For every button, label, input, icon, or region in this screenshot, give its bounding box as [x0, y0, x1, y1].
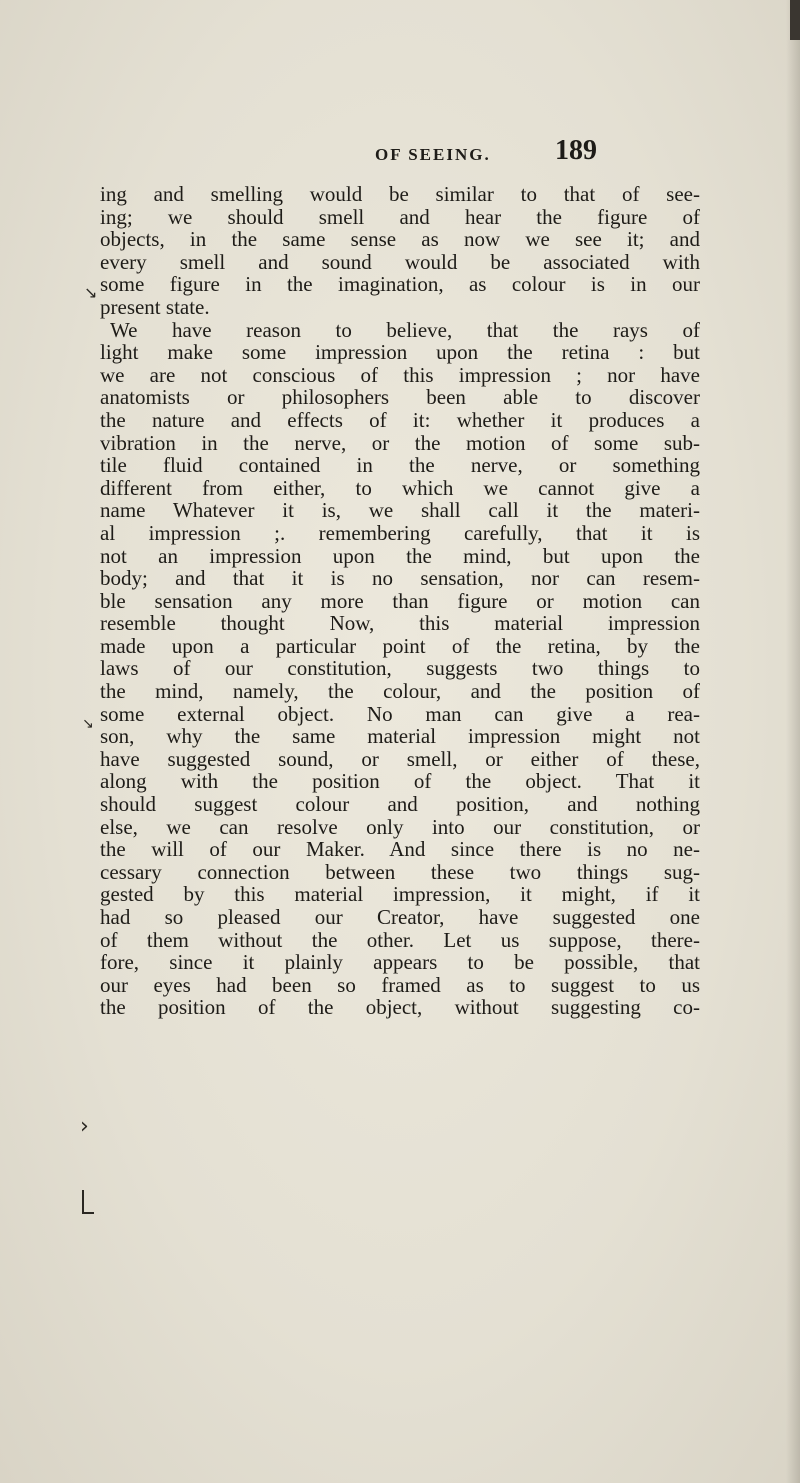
text-line: anatomists or philosophers been able to discover — [100, 385, 700, 410]
text-line: light make some impression upon the retina : but — [100, 340, 700, 365]
text-line: resemble thought Now, this material impression — [100, 611, 700, 636]
text-line: the mind, namely, the colour, and the position of — [100, 679, 700, 704]
text-line: ble sensation any more than figure or motion can — [100, 588, 700, 613]
text-line: name Whatever it is, we shall call it the materi- — [100, 498, 700, 523]
text-line: different from either, to which we cannot give a — [100, 475, 700, 500]
text-line: present state. — [100, 294, 210, 319]
margin-tick-mark: ↘ — [84, 283, 98, 302]
text-line: fore, since it plainly appears to be possible, that — [100, 950, 700, 975]
text-line: along with the position of the object. That it — [100, 769, 700, 794]
text-line: every smell and sound would be associated with — [100, 249, 700, 274]
margin-tick-mark: ↘ — [82, 716, 94, 732]
text-line: ing and smelling would be similar to that of see- — [100, 182, 700, 206]
text-line: else, we can resolve only into our constitution, or — [100, 814, 700, 839]
running-head: OF SEEING. — [375, 145, 491, 164]
text-line: made upon a particular point of the retina, by the — [100, 633, 700, 658]
text-line: body; and that it is no sensation, nor can resem- — [100, 566, 700, 591]
text-line: vibration in the nerve, or the motion of some sub- — [100, 430, 700, 455]
margin-bracket-mark: › — [80, 1114, 89, 1139]
text-line: the will of our Maker. And since there is no ne- — [100, 837, 700, 862]
text-line: gested by this material impression, it might, if it — [100, 882, 700, 907]
text-line: the position of the object, without suggesting co- — [100, 995, 700, 1020]
text-line: al impression ;. remembering carefully, that it is — [100, 520, 700, 545]
text-line: should suggest colour and position, and nothing — [100, 792, 700, 817]
text-line: have suggested sound, or smell, or either of these, — [100, 746, 700, 771]
text-line: the nature and effects of it: whether it produces a — [100, 407, 700, 432]
text-line: son, why the same material impression might not — [100, 724, 700, 749]
text-line: some figure in the imagination, as colour is in our — [100, 272, 700, 297]
text-line: cessary connection between these two things sug- — [100, 859, 700, 884]
text-line: laws of our constitution, suggests two things to — [100, 656, 700, 681]
text-line: had so pleased our Creator, have suggested one — [100, 905, 700, 929]
text-line: some external object. No man can give a rea- — [100, 701, 700, 726]
text-line: our eyes had been so framed as to suggest to us — [100, 972, 700, 997]
page-edge-shadow — [786, 0, 800, 1483]
page-number: 189 — [555, 135, 597, 166]
text-line: ing; we should smell and hear the figure of — [100, 204, 700, 229]
page-corner-mark — [790, 0, 800, 40]
text-line: tile fluid contained in the nerve, or something — [100, 453, 700, 478]
text-line: objects, in the same sense as now we see it; and — [100, 227, 700, 252]
page-header — [0, 135, 800, 175]
text-line: we are not conscious of this impression ; nor have — [100, 362, 700, 387]
text-line: not an impression upon the mind, but upon the — [100, 543, 700, 568]
text-line: We have reason to believe, that the rays of — [110, 317, 700, 342]
text-line: of them without the other. Let us suppose, there- — [100, 927, 700, 952]
margin-corner-mark — [82, 1190, 94, 1214]
body-text — [100, 183, 700, 1019]
